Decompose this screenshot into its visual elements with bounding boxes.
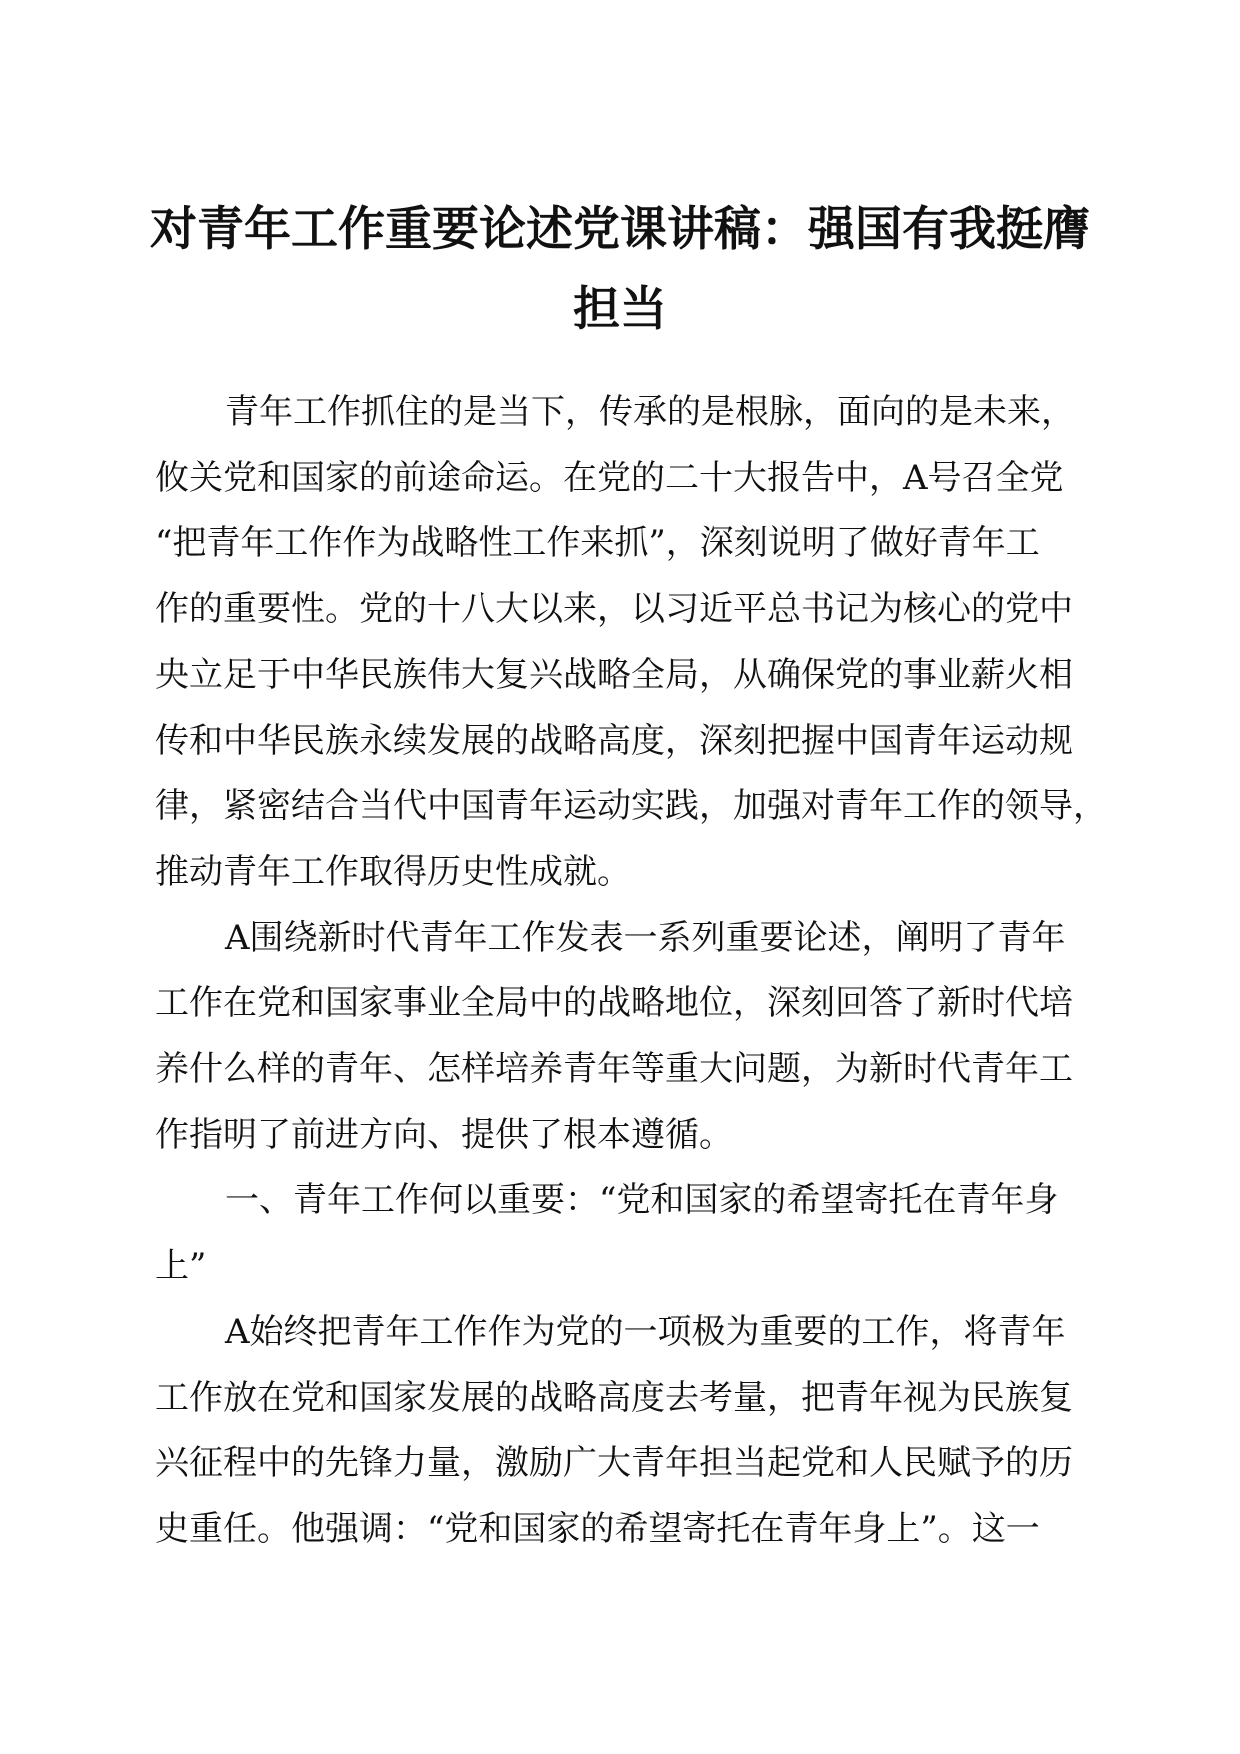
paragraph-line: 工作放在党和国家发展的战略高度去考量，把青年视为民族复 (155, 1377, 1073, 1418)
paragraph-line: 作的重要性。党的十八大以来，以习近平总书记为核心的党中 (155, 589, 1073, 630)
paragraph-line: 史重任。他强调：“党和国家的希望寄托在青年身上”。这一 (155, 1508, 1040, 1549)
paragraph-line: A围绕新时代青年工作发表一系列重要论述，阐明了青年 (225, 917, 1066, 958)
paragraph-line: 工作在党和国家事业全局中的战略地位，深刻回答了新时代培 (155, 983, 1073, 1024)
paragraph-line: 传和中华民族永续发展的战略高度，深刻把握中国青年运动规 (155, 720, 1073, 761)
paragraph-line: 攸关党和国家的前途命运。在党的二十大报告中，A号召全党 (155, 457, 1064, 498)
paragraph-section-1 (155, 1300, 1105, 1563)
paragraph-line: 兴征程中的先锋力量，激励广大青年担当起党和人民赋予的历 (155, 1443, 1073, 1484)
section-heading-line: 一、青年工作何以重要：“党和国家的希望寄托在青年身 (225, 1180, 1059, 1221)
paragraph-line: 律，紧密结合当代中国青年运动实践，加强对青年工作的领导， (155, 786, 1107, 827)
paragraph-line: “把青年工作作为战略性工作来抓”，深刻说明了做好青年工 (155, 523, 1040, 564)
document-body (155, 380, 1105, 1563)
paragraph-intro (155, 380, 1105, 906)
paragraph-line: 央立足于中华民族伟大复兴战略全局，从确保党的事业薪火相 (155, 654, 1073, 695)
paragraph-line: 青年工作抓住的是当下，传承的是根脉，面向的是未来， (225, 392, 1075, 432)
title-line-1: 对青年工作重要论述党课讲稿：强国有我挺膺 (150, 202, 1090, 257)
paragraph-line: 推动青年工作取得历史性成就。 (155, 851, 631, 892)
paragraph-overview (155, 906, 1105, 1169)
paragraph-line: 作指明了前进方向、提供了根本遵循。 (155, 1114, 733, 1155)
title-line-2: 担当 (573, 282, 667, 337)
section-heading-line: 上” (155, 1246, 207, 1287)
paragraph-line: A始终把青年工作作为党的一项极为重要的工作，将青年 (225, 1311, 1066, 1352)
paragraph-line: 养什么样的青年、怎样培养青年等重大问题，为新时代青年工 (155, 1049, 1073, 1090)
section-heading-1 (155, 1168, 1105, 1299)
document-title (140, 190, 1100, 350)
